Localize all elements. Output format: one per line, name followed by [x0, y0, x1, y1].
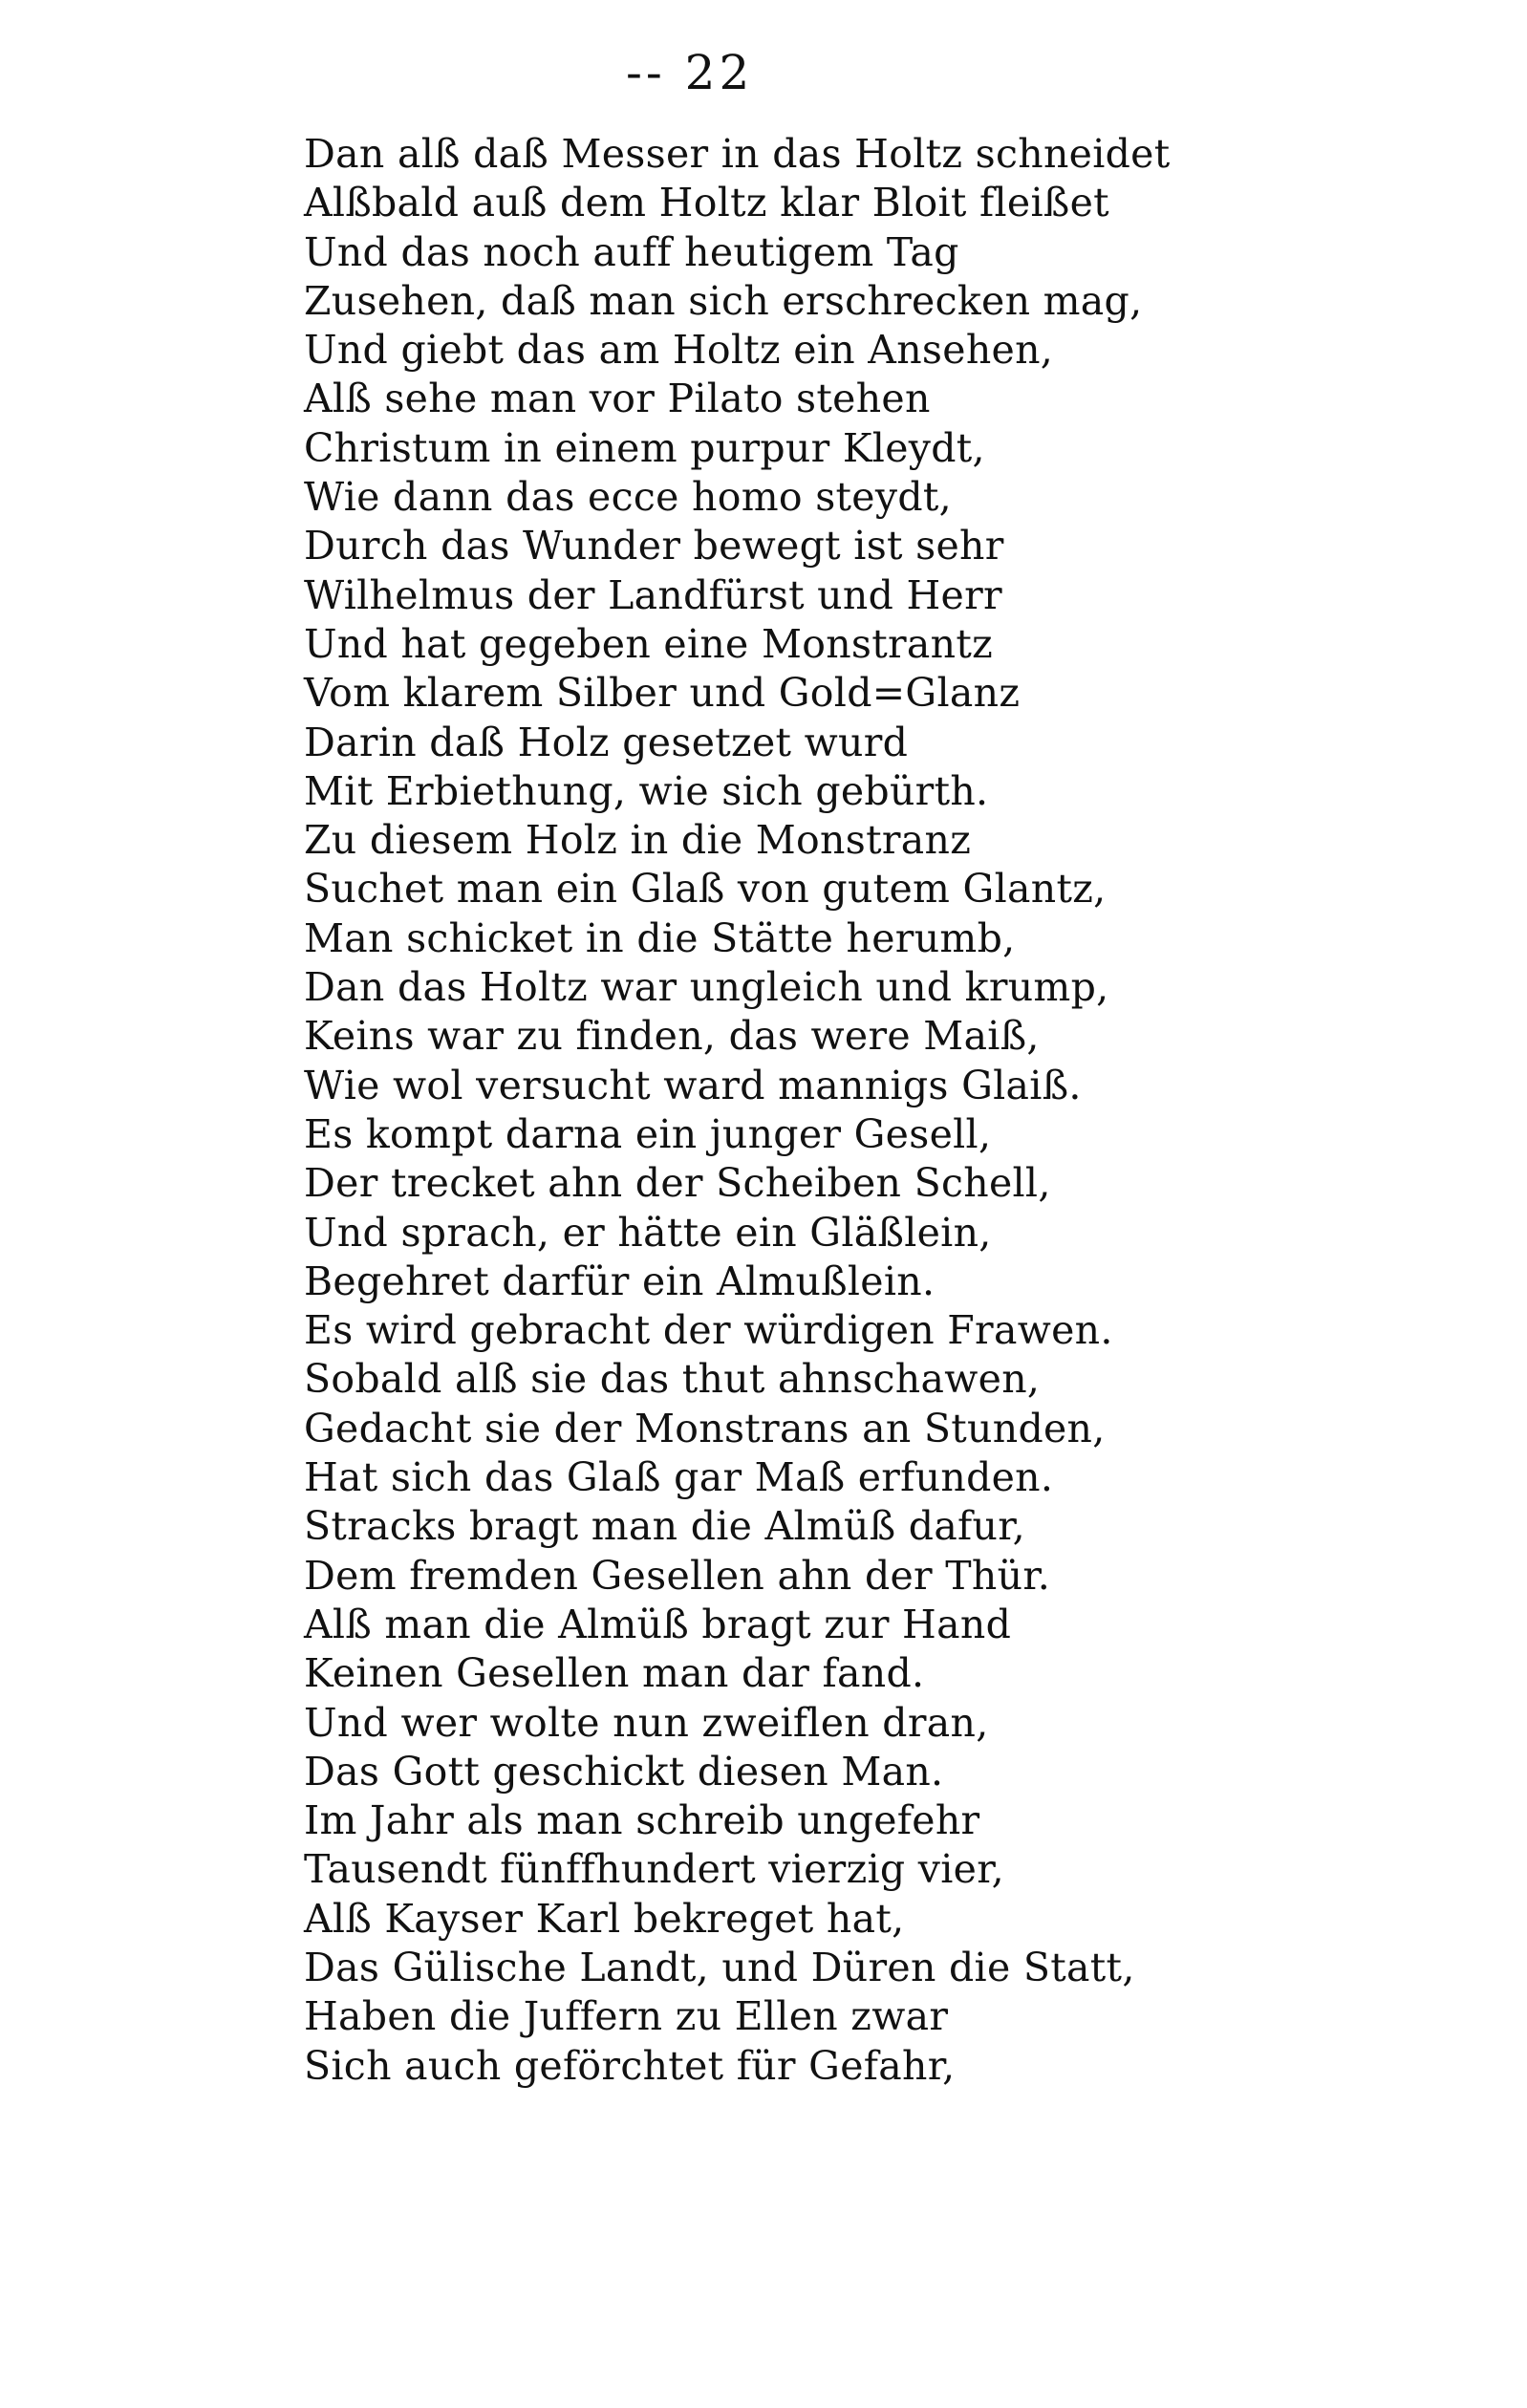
- poem-line: Suchet man ein Glaß von gutem Glantz,: [304, 866, 1107, 913]
- poem-line: Alßbald auß dem Holtz klar Bloit fleißet: [304, 180, 1109, 226]
- poem-line: Dan das Holtz war ungleich und krump,: [304, 964, 1109, 1011]
- poem-line: Darin daß Holz gesetzet wurd: [304, 719, 909, 765]
- poem-line: Christum in einem purpur Kleydt,: [304, 424, 985, 471]
- poem-line: Vom klarem Silber und Gold=Glanz: [304, 670, 1021, 717]
- poem-line: Wie wol versucht ward mannigs Glaiß.: [304, 1062, 1082, 1108]
- poem-line: Stracks bragt man die Almüß dafur,: [304, 1503, 1025, 1550]
- poem-line: Und hat gegeben eine Monstrantz: [304, 620, 994, 667]
- poem-line: Wilhelmus der Landfürst und Herr: [304, 571, 1002, 618]
- poem-line: Das Gott geschickt diesen Man.: [304, 1748, 944, 1795]
- poem-line: Begehret darfür ein Almußlein.: [304, 1258, 936, 1304]
- poem-line: Alß Kayser Karl bekreget hat,: [304, 1895, 905, 1942]
- poem-line: Keins war zu finden, das were Maiß,: [304, 1013, 1040, 1060]
- poem-line: Es kompt darna ein junger Gesell,: [304, 1110, 992, 1157]
- poem-line: Und das noch auff heutigem Tag: [304, 228, 959, 275]
- poem-line: Und wer wolte nun zweiflen dran,: [304, 1699, 989, 1746]
- poem-line: Zusehen, daß man sich erschrecken mag,: [304, 277, 1143, 324]
- poem-line: Alß man die Almüß bragt zur Hand: [304, 1601, 1012, 1647]
- poem-line: Zu diesem Holz in die Monstranz: [304, 817, 972, 864]
- poem-line: Und sprach, er hätte ein Gläßlein,: [304, 1209, 992, 1256]
- poem-line: Durch das Wunder bewegt ist sehr: [304, 523, 1004, 570]
- poem-line: Man schicket in die Stätte herumb,: [304, 914, 1016, 961]
- poem-line: Mit Erbiethung, wie sich gebürth.: [304, 767, 989, 814]
- poem-line: Hat sich das Glaß gar Maß erfunden.: [304, 1454, 1054, 1501]
- poem-line: Sobald alß sie das thut ahnschawen,: [304, 1356, 1041, 1403]
- poem-line: Der trecket ahn der Scheiben Schell,: [304, 1160, 1051, 1207]
- poem-text: [304, 130, 1517, 2091]
- poem-line: Tausendt fünffhundert vierzig vier,: [304, 1846, 1004, 1893]
- poem-line: Es wird gebracht der würdigen Frawen.: [304, 1307, 1113, 1354]
- poem-line: Und giebt das am Holtz ein Ansehen,: [304, 327, 1054, 374]
- poem-line: Dan alß daß Messer in das Holtz schneidet: [304, 131, 1171, 177]
- poem-line: Keinen Gesellen man dar fand.: [304, 1650, 925, 1697]
- poem-line: Alß sehe man vor Pilato stehen: [304, 376, 931, 422]
- poem-line: Wie dann das ecce homo steydt,: [304, 474, 952, 521]
- poem-line: Im Jahr als man schreib ungefehr: [304, 1797, 980, 1844]
- poem-line: Das Gülische Landt, und Düren die Statt,: [304, 1944, 1135, 1990]
- poem-line: Sich auch geförchtet für Gefahr,: [304, 2042, 956, 2089]
- page-number: -- 22: [626, 45, 754, 100]
- poem-line: Gedacht sie der Monstrans an Stunden,: [304, 1405, 1106, 1451]
- poem-line: Haben die Juffern zu Ellen zwar: [304, 1993, 949, 2040]
- poem-line: Dem fremden Gesellen ahn der Thür.: [304, 1552, 1051, 1599]
